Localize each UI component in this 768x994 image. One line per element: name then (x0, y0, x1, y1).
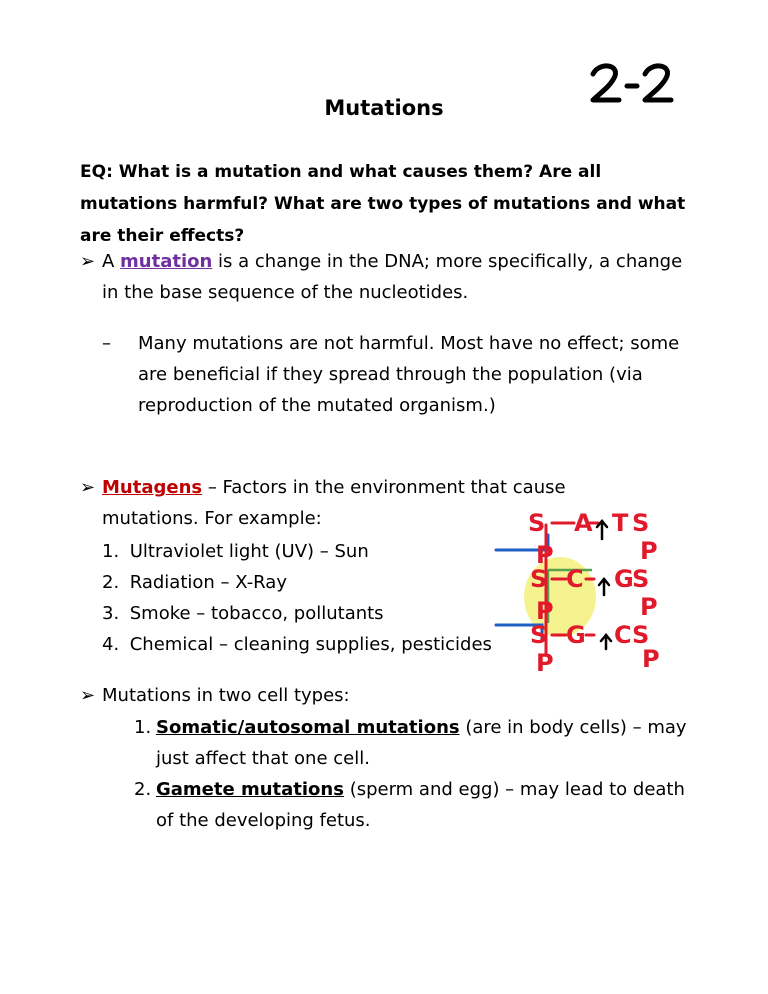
list-item: 2. Gamete mutations (sperm and egg) – may lead to death of the developing fetus. (134, 779, 685, 831)
arrow-bullet-icon: ➢ (80, 685, 96, 706)
dna-letter: C (614, 621, 632, 649)
keyword-somatic: Somatic/autosomal mutations (156, 717, 460, 738)
sub-point-text: Many mutations are not harmful. Most have no effect; some are beneficial if they spread through the population (via reproduction of the mutated organism.) (138, 333, 680, 416)
dna-letter: S (530, 621, 548, 649)
arrow-bullet-icon: ➢ (80, 251, 96, 272)
cell-type-list (134, 712, 694, 836)
dna-letter: S (530, 565, 548, 593)
dna-letter: P (536, 649, 554, 675)
dna-letter: A (574, 509, 593, 537)
dna-letter: S (632, 509, 650, 537)
dna-letter: S (528, 509, 546, 537)
dna-letter: C (566, 565, 584, 593)
list-item: 1. Somatic/autosomal mutations (are in body cells) – may just affect that one cell. (134, 717, 687, 769)
dna-letter: G (614, 565, 634, 593)
list-item: 2. Radiation – X-Ray (102, 572, 287, 593)
dna-letter: P (640, 537, 658, 565)
list-item: 1. Ultraviolet light (UV) – Sun (102, 541, 369, 562)
sub-point-harmful (102, 328, 702, 424)
dna-letter: P (640, 593, 658, 621)
keyword-gamete: Gamete mutations (156, 779, 344, 800)
page-title: Mutations (324, 96, 444, 120)
dash-marker: – (102, 333, 111, 354)
dna-letter: G (566, 621, 586, 649)
dna-letter: S (632, 621, 650, 649)
keyword-mutagens: Mutagens (102, 477, 203, 498)
keyword-mutation: mutation (120, 251, 213, 272)
mutagen-list (102, 536, 532, 660)
list-item: 3. Smoke – tobacco, pollutants (102, 603, 384, 624)
dna-letter: T (612, 509, 629, 537)
dna-letter: P (536, 541, 554, 569)
dna-letter: S (632, 565, 650, 593)
bullet-cell-types: ➢ Mutations in two cell types: (80, 680, 700, 712)
dna-sketch (490, 495, 690, 675)
arrow-bullet-icon: ➢ (80, 477, 96, 498)
bullet-mutation-definition: ➢ A mutation is a change in the DNA; more specifically, a change in the base sequence of the nucleotides. (80, 246, 700, 310)
list-item: 4. Chemical – cleaning supplies, pesticides (102, 634, 492, 655)
bullet-mutagens: ➢ Mutagens – Factors in the environment that cause mutations. For example: (80, 472, 600, 536)
dna-letter: P (642, 645, 660, 673)
dna-letter: P (536, 597, 554, 625)
essential-question: EQ: What is a mutation and what causes them? Are all mutations harmful? What are two types of mutations and what are their effects? (80, 162, 686, 246)
